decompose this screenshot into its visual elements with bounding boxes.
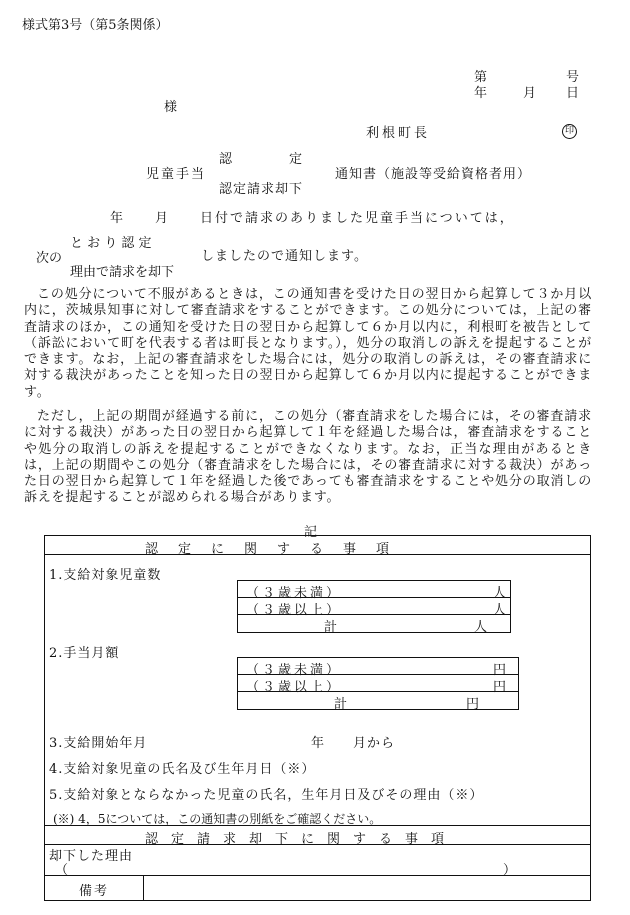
approval-header: 認定に関する事項 bbox=[145, 542, 410, 557]
item2-row-total-label: 計 bbox=[334, 697, 348, 712]
notice-paragraph-2: ただし，上記の期間が経過する前に，この処分（審査請求をした場合には，その審査請求に対する裁決）があった日の翌日から起算して１年を経過した場合は，審査請求をすることや処分の取消しの訴えを提起することができなくなります。なお，正当な理由があるときは，上記の期間やこの処分（審査請求をした場合には，その審査請求に対する裁決）があった日の翌日から起算して１年を経過した後であっても審査請求をすることや処分の取消しの訴えを提起することが認められる場合があります。 bbox=[24, 409, 592, 506]
seal-mark bbox=[562, 122, 577, 139]
item3-value: 年 月から bbox=[311, 736, 396, 751]
item2-row-under3-label: （３歳未満） bbox=[246, 663, 343, 678]
addressee-suffix: 様 bbox=[164, 100, 178, 115]
item1-row-total-label: 計 bbox=[324, 620, 338, 635]
result-option-bottom: 理由で請求を却下 bbox=[70, 265, 175, 280]
notice-paragraph-1: この処分について不服があるときは，この通知書を受けた日の翌日から起算して３か月以内に，茨城県知事に対して審査請求をすることができます。この処分については，上記の審査請求のほか，この通知を受けた日の翌日から起算して６か月以内に，利根町を被告として（訴訟において町を代表する者は町長となります。），処分の取消しの訴えを提起することができます。なお，上記の審査請求をした場合には，処分の取消しの訴えは，その審査請求に対する裁決があったことを知った日の翌日から起算して６か月以内に提起することができます。 bbox=[24, 287, 592, 400]
item1-row-under3 bbox=[237, 580, 511, 601]
item1-label: 1.支給対象児童数 bbox=[49, 568, 162, 583]
item2-row-total-unit: 円 bbox=[466, 697, 480, 712]
item2-row-over3-label: （３歳以上） bbox=[246, 680, 343, 695]
title-suffix: 通知書（施設等受給資格者用） bbox=[335, 167, 532, 182]
result-option-top: と お り 認 定 bbox=[70, 236, 152, 251]
rejection-reason-divider bbox=[45, 875, 590, 876]
item1-row-total-unit: 人 bbox=[474, 620, 488, 635]
item3-label: 3.支給開始年月 bbox=[49, 736, 148, 751]
item1-row-under3-unit: 人 bbox=[492, 586, 506, 601]
item2-row-under3-unit: 円 bbox=[492, 663, 506, 678]
date-year-label: 年 bbox=[474, 86, 488, 101]
issuer-name: 利根町長 bbox=[366, 126, 431, 141]
result-suffix: しましたので通知します。 bbox=[201, 249, 368, 264]
rejection-section bbox=[44, 825, 591, 901]
rejection-reason-paren-open: （ bbox=[55, 863, 69, 878]
request-line: 年 月 日付で請求のありました児童手当については， bbox=[110, 211, 515, 226]
item2-row-over3-unit: 円 bbox=[492, 680, 506, 695]
number-label-prefix: 第 bbox=[474, 70, 488, 85]
title-prefix: 児童手当 bbox=[146, 167, 207, 182]
rejection-reason-label: 却下した理由 bbox=[49, 849, 134, 864]
item4-label: 4.支給対象児童の氏名及び生年月日（※） bbox=[49, 762, 316, 777]
remarks-label: 備考 bbox=[79, 884, 110, 899]
item1-row-over3-label: （３歳以上） bbox=[246, 603, 343, 618]
number-label-suffix: 号 bbox=[566, 70, 580, 85]
seal-icon: 印 bbox=[562, 124, 577, 139]
item2-row-under3 bbox=[237, 657, 519, 678]
date-day-label: 日 bbox=[566, 86, 580, 101]
item5-label: 5.支給対象とならなかった児童の氏名，生年月日及びその理由（※） bbox=[49, 788, 484, 803]
ki-label: 記 bbox=[304, 525, 318, 540]
title-option-bottom: 認定請求却下 bbox=[219, 182, 304, 197]
item1-row-over3-unit: 人 bbox=[492, 603, 506, 618]
approval-section bbox=[44, 535, 591, 826]
item2-row-over3 bbox=[237, 674, 519, 695]
approval-header-divider bbox=[45, 554, 590, 555]
item2-label: 2.手当月額 bbox=[49, 646, 120, 661]
item2-row-total bbox=[237, 691, 519, 710]
item-footnote: (※) 4，5については，この通知書の別紙をご確認ください。 bbox=[53, 812, 382, 826]
rejection-reason-paren-close: ） bbox=[503, 863, 517, 878]
item1-row-under3-label: （３歳未満） bbox=[246, 586, 343, 601]
rejection-header: 認定請求却下に関する事項 bbox=[145, 832, 458, 847]
title-option-top: 認 定 bbox=[219, 152, 304, 167]
item1-row-total bbox=[237, 614, 511, 633]
form-number: 様式第3号（第5条関係） bbox=[22, 18, 169, 33]
result-prefix: 次の bbox=[36, 251, 63, 266]
remarks-column-divider bbox=[143, 875, 144, 900]
date-month-label: 月 bbox=[523, 86, 537, 101]
item1-row-over3 bbox=[237, 597, 511, 618]
